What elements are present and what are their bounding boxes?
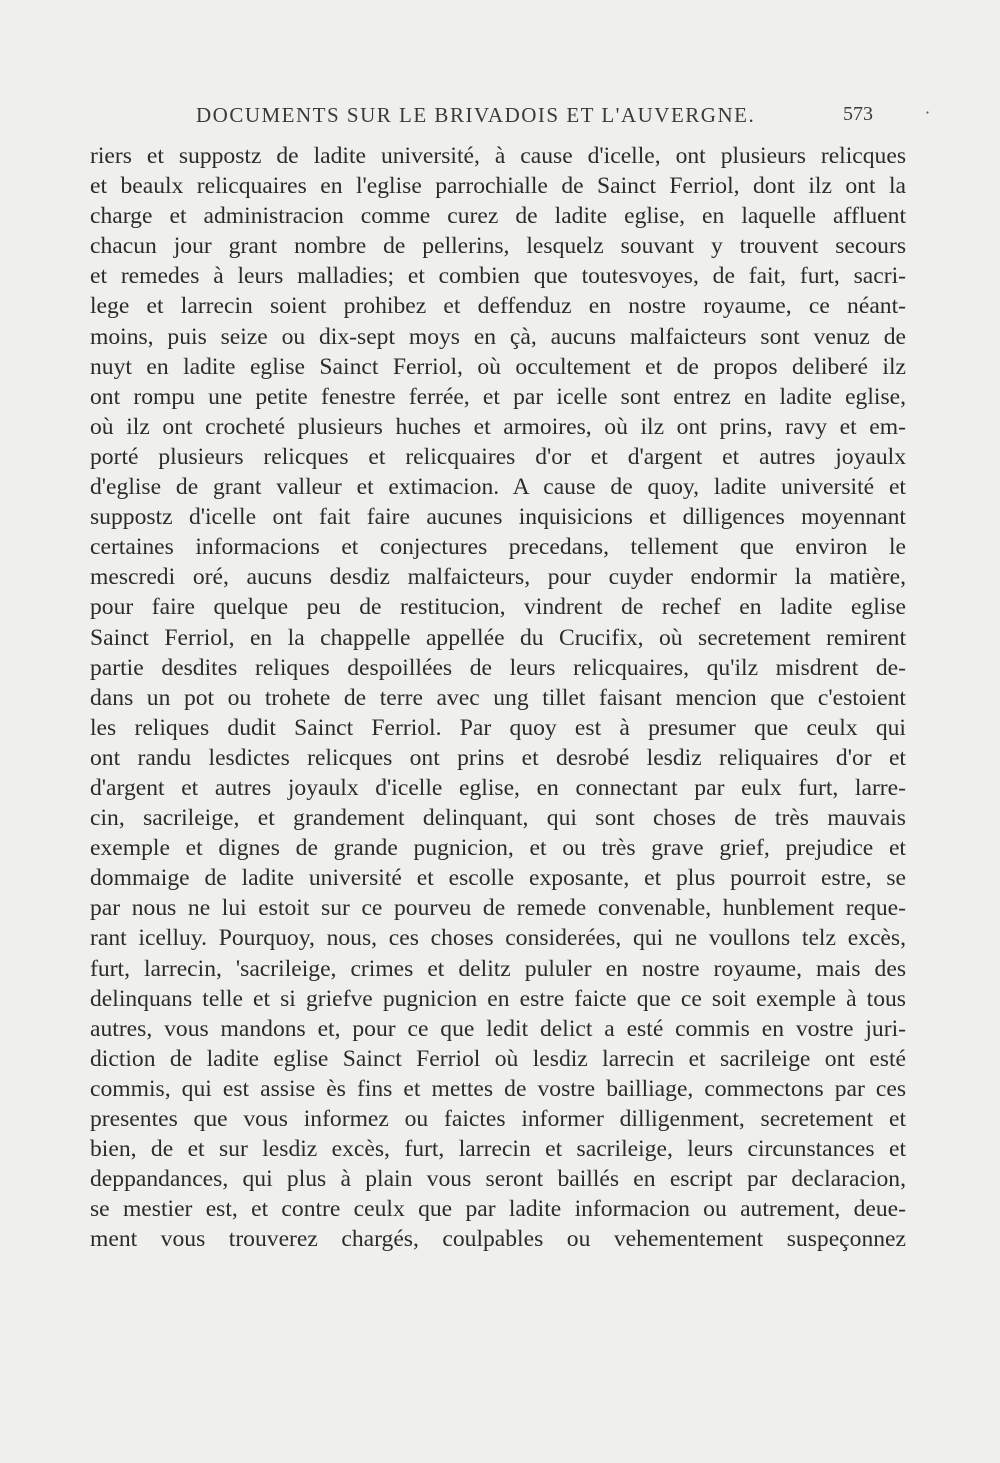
text-line: deppandances, qui plus à plain vous seront baillés en escript par declaracion, (90, 1166, 906, 1193)
text-line: par nous ne lui estoit sur ce pourveu de remede convenable, hunblement reque- (90, 895, 906, 922)
text-line: moins, puis seize ou dix-sept moys en çà, aucuns malfaicteurs sont venuz de (90, 323, 906, 350)
text-line: pour faire quelque peu de restitucion, vindrent de rechef en ladite eglise (90, 594, 906, 621)
body-text (90, 141, 906, 1254)
page-number: 573 (843, 103, 873, 125)
text-line: ment vous trouverez chargés, coulpables ou vehementement suspeçonnez (90, 1226, 906, 1253)
text-line: porté plusieurs relicques et relicquaires d'or et d'argent et autres joyaulx (90, 443, 906, 470)
text-line: lege et larrecin soient prohibez et deffenduz en nostre royaume, ce néant- (90, 293, 906, 320)
text-line: d'argent et autres joyaulx d'icelle eglise, en connectant par eulx furt, larre- (90, 774, 906, 801)
margin-mark: · (925, 103, 931, 122)
text-line: d'eglise de grant valleur et extimacion. A cause de quoy, ladite université et (90, 474, 906, 501)
text-line: ont rompu une petite fenestre ferrée, et par icelle sont entrez en ladite eglise, (90, 383, 906, 410)
text-line: chacun jour grant nombre de pellerins, lesquelz souvant y trouvent secours (90, 233, 906, 260)
text-line: riers et suppostz de ladite université, à cause d'icelle, ont plusieurs relicques (90, 143, 906, 169)
text-line: delinquans telle et si griefve pugnicion en estre faicte que ce soit exemple à tous (90, 985, 906, 1012)
text-line: Sainct Ferriol, en la chappelle appellée du Crucifix, où secretement remirent (90, 624, 906, 651)
text-line: suppostz d'icelle ont fait faire aucunes inquisicions et dilligences moyennant (90, 504, 906, 531)
running-head: DOCUMENTS SUR LE BRIVADOIS ET L'AUVERGNE. (196, 103, 756, 127)
text-line: nuyt en ladite eglise Sainct Ferriol, où occultement et de propos deliberé ilz (90, 353, 906, 380)
text-line: et remedes à leurs malladies; et combien que toutesvoyes, de fait, furt, sacri- (90, 263, 906, 290)
text-line: et beaulx relicquaires en l'eglise parrochialle de Sainct Ferriol, dont ilz ont la (90, 173, 906, 200)
text-line: les reliques dudit Sainct Ferriol. Par quoy est à presumer que ceulx qui (90, 714, 906, 741)
text-line: certaines informacions et conjectures precedans, tellement que environ le (90, 534, 906, 561)
text-line: se mestier est, et contre ceulx que par ladite informacion ou autrement, deue- (90, 1196, 906, 1223)
text-line: ont randu lesdictes relicques ont prins et desrobé lesdiz reliquaires d'or et (90, 744, 906, 771)
text-line: dans un pot ou trohete de terre avec ung tillet faisant mencion que c'estoient (90, 684, 906, 711)
text-line: cin, sacrileige, et grandement delinquant, qui sont choses de très mauvais (90, 805, 906, 832)
text-line: presentes que vous informez ou faictes informer dilligenment, secretement et (90, 1106, 906, 1132)
text-line: où ilz ont crocheté plusieurs huches et armoires, où ilz ont prins, ravy et em- (90, 413, 906, 440)
text-line: mescredi oré, aucuns desdiz malfaicteurs, pour cuyder endormir la matière, (90, 564, 906, 591)
text-line: commis, qui est assise ès fins et mettes de vostre bailliage, commectons par ces (90, 1075, 906, 1102)
text-line: furt, larrecin, 'sacrileige, crimes et delitz pululer en nostre royaume, mais des (90, 955, 906, 982)
text-line: charge et administracion comme curez de ladite eglise, en laquelle affluent (90, 203, 906, 230)
text-line: diction de ladite eglise Sainct Ferriol où lesdiz larrecin et sacrileige ont esté (90, 1045, 906, 1072)
text-line: rant icelluy. Pourquoy, nous, ces choses considerées, qui ne voullons telz excès, (90, 925, 906, 952)
text-line: partie desdites reliques despoillées de leurs relicquaires, qu'ilz misdrent de- (90, 654, 906, 681)
text-line: bien, de et sur lesdiz excès, furt, larrecin et sacrileige, leurs circunstances et (90, 1136, 906, 1163)
text-line: exemple et dignes de grande pugnicion, et ou très grave grief, prejudice et (90, 835, 906, 862)
text-line: dommaige de ladite université et escolle exposante, et plus pourroit estre, se (90, 865, 906, 892)
text-line: autres, vous mandons et, pour ce que ledit delict a esté commis en vostre juri- (90, 1015, 906, 1042)
